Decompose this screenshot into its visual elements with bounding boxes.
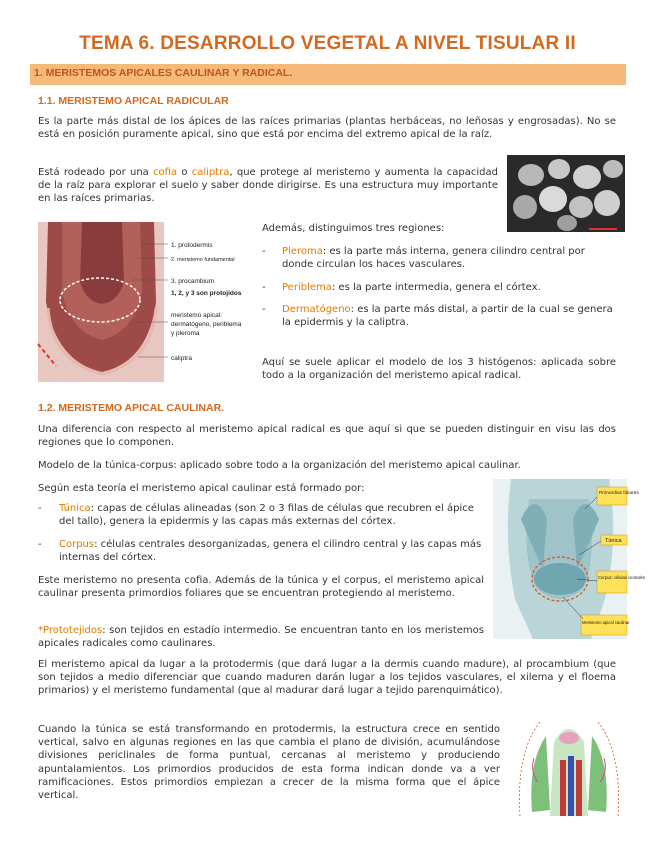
- text-fragment: : es la parte más distal, a partir de la cual se genera la epidermis y la caliptra.: [282, 304, 613, 329]
- text-fragment: : son tejidos en estadío intermedio. Se encuentran tanto en los meristemos apicales radicales como caulinares.: [38, 625, 484, 650]
- label-meristemo-apical: meristemo apical:: [171, 312, 222, 319]
- label-procambium: 3. procambium: [171, 278, 214, 285]
- text-fragment: : capas de células alineadas (son 2 o 3 filas de células que recubren el ápice del tallo), genera la epidermis y las capas más externas del córtex.: [59, 503, 474, 528]
- shoot-growth-diagram: [510, 712, 628, 830]
- paragraph-diferencia: Una diferencia con respecto al meristemo apical radical es que aquí si que se pueden distinguir en visu las dos regiones que lo componen.: [38, 424, 616, 449]
- bullet-dash: -: [262, 282, 266, 293]
- label-caliptra: caliptra: [171, 355, 192, 362]
- list-item-text: [59, 502, 484, 528]
- text-fragment: : células centrales desorganizadas, genera el cilindro central y las capas más internas del córtex.: [59, 539, 482, 564]
- subsection-heading-radical: 1.1. MERISTEMO APICAL RADICULAR: [38, 95, 229, 107]
- list-item-tunica: [38, 502, 484, 530]
- page-title: TEMA 6. DESARROLLO VEGETAL A NIVEL TISULAR II: [79, 33, 576, 54]
- text-fragment: , que protege al meristemo y aumenta la capacidad de la raíz para explorar el suelo y saber donde dirigirse. Es una estructura muy importante en las raíces primarias.: [38, 167, 498, 205]
- shoot-apex-figure: [493, 479, 646, 639]
- label-protodermis: 1. protodermis: [171, 242, 213, 249]
- subsection-heading-caulinar: 1.2. MERISTEMO APICAL CAULINAR.: [38, 402, 225, 414]
- label-meristemo-caulinar: Meristemo apical caulinar: [582, 620, 630, 625]
- root-tip-figure: [38, 222, 258, 382]
- term-tunica: Túnica: [59, 503, 91, 514]
- paragraph-cofia: [38, 166, 498, 206]
- list-item-corpus: [38, 538, 484, 566]
- asterisk: *: [38, 625, 43, 636]
- paragraph-prototejidos: [38, 624, 484, 650]
- paragraph-modelo: Modelo de la túnica-corpus: aplicado sobre todo a la organización del meristemo apical caulinar.: [38, 460, 521, 471]
- bullet-dash: -: [262, 304, 266, 315]
- bullet-dash: -: [262, 246, 266, 257]
- bullet-dash: -: [38, 503, 42, 514]
- term-cofia: cofia: [153, 167, 178, 178]
- list-item-text: [282, 281, 616, 294]
- term-dermatogeno: Dermatógeno: [282, 304, 351, 315]
- term-pleroma: Pleroma: [282, 246, 323, 257]
- paragraph-segun-teoria: Según esta teoría el meristemo apical caulinar está formado por:: [38, 483, 365, 494]
- label-primordios: Primordios foliares: [599, 491, 639, 496]
- paragraph-histogenos: Aquí se suele aplicar el modelo de los 3 histógenos: aplicada sobre todo a la organización del meristemo apical radical.: [262, 357, 616, 382]
- label-pleroma: y pleroma: [171, 330, 200, 337]
- section-heading: 1. MERISTEMOS APICALES CAULINAR Y RADICAL.: [34, 67, 293, 79]
- text-fragment: : es la parte más interna, genera cilindro central por donde circulan los haces vasculares.: [282, 246, 585, 271]
- root-cap-micrograph: [507, 155, 625, 232]
- text-fragment: o: [177, 167, 192, 178]
- label-protojidos: 1, 2, y 3 son protojidos: [171, 290, 242, 297]
- paragraph-three-regions: Además, distinguimos tres regiones:: [262, 223, 445, 234]
- label-meristemo-fundamental: 2. meristemo fundamental: [171, 257, 235, 263]
- list-item-text: [59, 538, 484, 564]
- paragraph-no-cofia: Este meristemo no presenta cofia. Además de la túnica y el corpus, el meristemo apical caulinar presenta primordios foliares que se encuentran protegiendo al meristemo.: [38, 575, 484, 600]
- term-caliptra: caliptra: [191, 167, 230, 178]
- list-item-pleroma: [262, 245, 616, 273]
- label-regions: dermatógeno, periblema: [171, 321, 242, 328]
- paragraph-da-lugar: El meristemo apical da lugar a la protodermis (que dará lugar a la dermis cuando madure), al procambium (que son tejidos a medio diferenciar que cuando maduren darán lugar a los tejidos vasculares, el xilema y el floema primarios) y el meristemo fundamental (que al madurar dará lugar a tejido parenquimático).: [38, 659, 616, 697]
- label-tunica: Túnica: [605, 538, 622, 544]
- list-item-dermatogeno: [262, 303, 616, 331]
- paragraph-cuando-tunica: Cuando la túnica se está transformando en protodermis, la estructura crece en sentido vertical, salvo en algunas regiones en las que cambia el plano de división, acumulándose divisiones periclinales de forma puntual, cercanas al meristemo y produciendo apuntalamientos. Los primordios producidos de esta forma indican donde va a ver ramificaciones. Estos primordios empiezan a crecer de la misma forma que el ápice vertical.: [38, 724, 500, 802]
- label-corpus: Corpus: células centrales: [598, 575, 646, 580]
- bullet-dash: -: [38, 539, 42, 550]
- term-prototejidos: Prototejidos: [43, 625, 103, 636]
- text-fragment: : es la parte intermedia, genera el córtex.: [331, 282, 541, 293]
- section-header-bar: [30, 64, 626, 85]
- list-item-text: [282, 245, 616, 271]
- list-item-periblema: [262, 281, 616, 295]
- paragraph-intro-radical: Es la parte más distal de los ápices de las raíces primarias (plantas herbáceas, no leñosas y engrosadas). No se está en posición puramente apical, sino que está por encima del extremo apical de la raíz.: [38, 116, 616, 141]
- text-fragment: Está rodeado por una: [38, 167, 154, 178]
- term-corpus: Corpus: [59, 539, 95, 550]
- list-item-text: [282, 303, 616, 329]
- term-periblema: Periblema: [282, 282, 332, 293]
